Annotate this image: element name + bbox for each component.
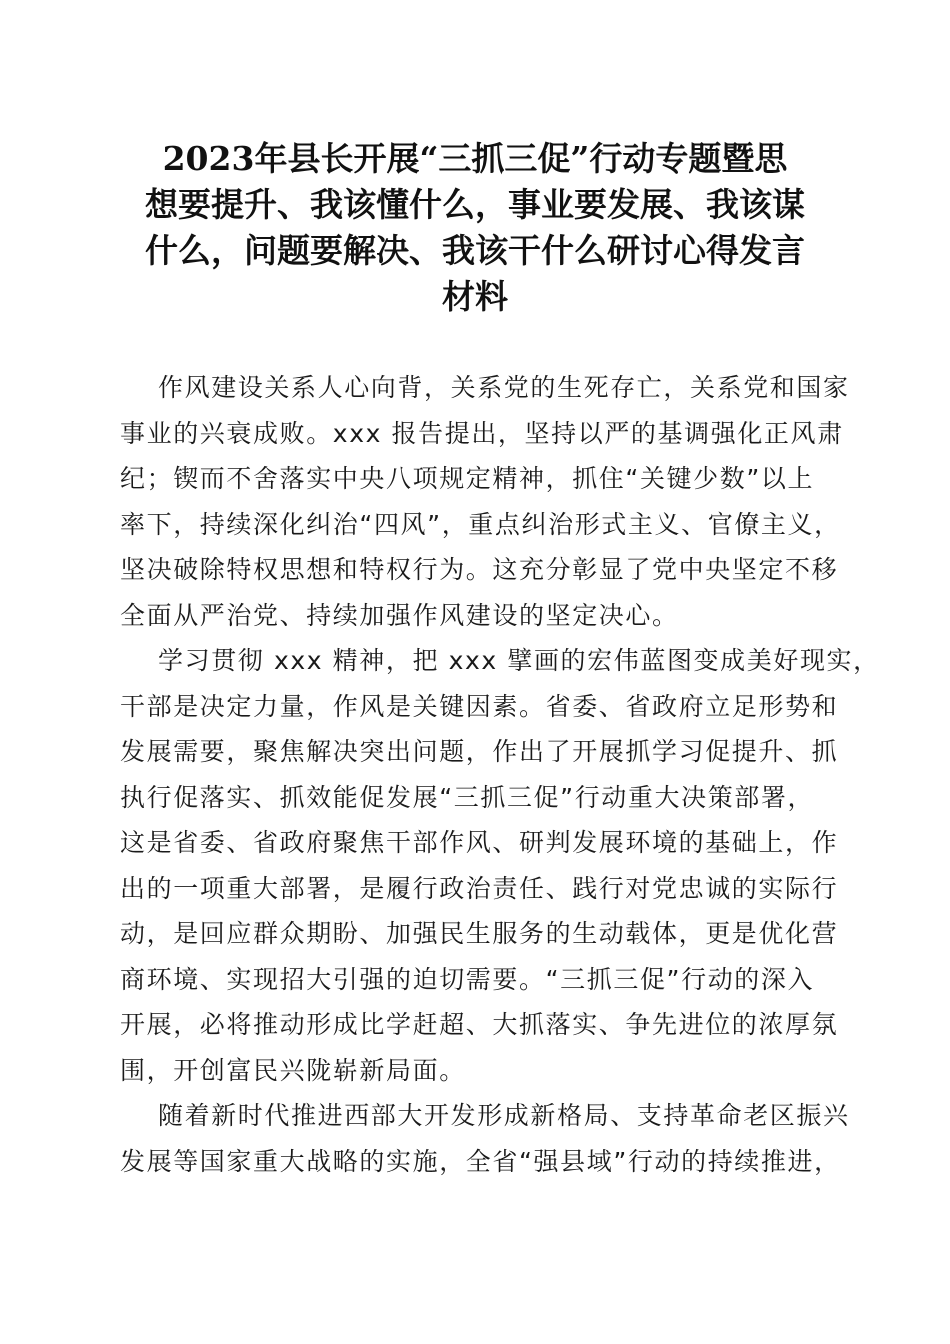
text-line: 纪；锲而不舍落实中央八项规定精神，抓住“关键少数”以上 [120, 464, 815, 493]
text-line: 开展，必将推动形成比学赶超、大抓落实、争先进位的浓厚氛 [120, 1010, 839, 1039]
paragraph-1 [120, 365, 850, 638]
text-line: 事业的兴衰成败。xxx 报告提出，坚持以严的基调强化正风肃 [120, 418, 844, 448]
text-line: 学习贯彻 xxx 精神，把 xxx 擘画的宏伟蓝图变成美好现实， [158, 646, 880, 675]
title-line: 想要提升、我该懂什么，事业要发展、我该谋 [145, 185, 805, 224]
paragraph-3 [120, 1093, 850, 1184]
text-line: 动，是回应群众期盼、加强民生服务的生动载体，更是优化营 [120, 919, 839, 948]
text-line: 全面从严治党、持续加强作风建设的坚定决心。 [120, 600, 679, 630]
title-line: 材料 [442, 277, 508, 316]
title-line: 2023年县长开展“三抓三促”行动专题暨思 [162, 139, 788, 178]
document-body [120, 365, 880, 1184]
paragraph-2 [120, 638, 880, 1093]
text-line: 执行促落实、抓效能促发展“三抓三促”行动重大决策部署， [120, 782, 815, 812]
text-line: 发展等国家重大战略的实施，全省“强县域”行动的持续推进， [120, 1146, 841, 1176]
text-line: 这是省委、省政府聚焦干部作风、研判发展环境的基础上，作 [120, 828, 839, 857]
text-line: 坚决破除特权思想和特权行为。这充分彰显了党中央坚定不移 [120, 555, 839, 584]
text-line: 干部是决定力量，作风是关键因素。省委、省政府立足形势和 [120, 691, 839, 721]
title-line: 什么，问题要解决、我该干什么研讨心得发言 [145, 231, 805, 270]
text-line: 发展需要，聚焦解决突出问题，作出了开展抓学习促提升、抓 [120, 737, 839, 766]
text-line: 作风建设关系人心向背，关系党的生死存亡，关系党和国家 [158, 373, 850, 402]
text-line: 率下，持续深化纠治“四风”，重点纠治形式主义、官僚主义， [120, 509, 841, 539]
text-line: 随着新时代推进西部大开发形成新格局、支持革命老区振兴 [158, 1101, 850, 1130]
document-title [120, 136, 830, 320]
text-line: 围，开创富民兴陇崭新局面。 [120, 1055, 466, 1085]
text-line: 出的一项重大部署，是履行政治责任、践行对党忠诚的实际行 [120, 873, 839, 903]
text-line: 商环境、实现招大引强的迫切需要。“三抓三促”行动的深入 [120, 964, 815, 994]
